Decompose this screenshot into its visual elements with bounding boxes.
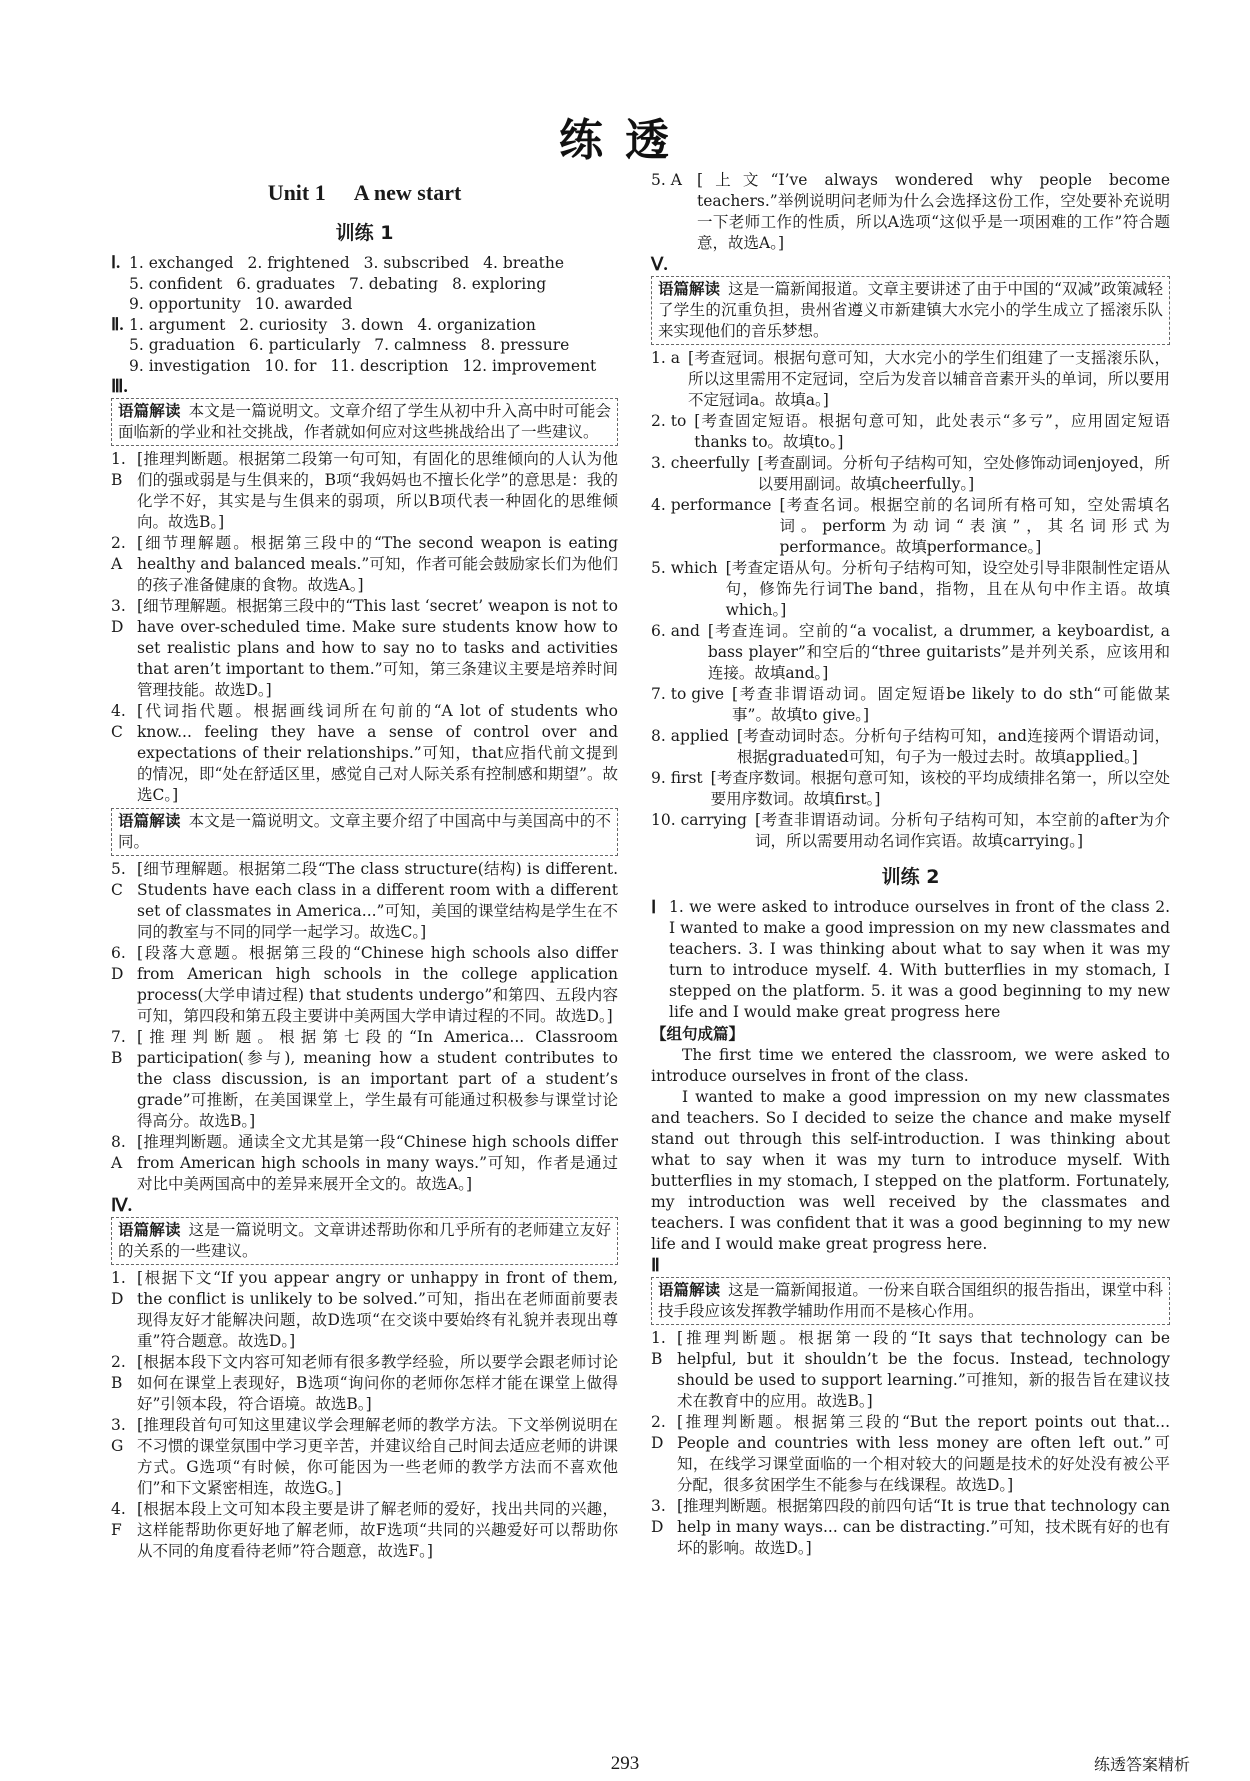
answer-key: 1. a: [651, 349, 680, 367]
answer-key: 2. D: [651, 1413, 666, 1452]
answer-item: [111, 533, 618, 596]
vocab-answer: 2. frightened: [247, 254, 350, 272]
vocab-answer: 11. description: [330, 356, 449, 375]
summary-tag: 语篇解读: [658, 280, 721, 298]
drill-heading: 训练 2: [881, 866, 940, 888]
passage-summary-box: [111, 808, 618, 856]
vocab-answer: 5. graduation: [129, 336, 235, 354]
answer-explanation: [推理判断题。根据第三段的“But the report points out that... People and countries with less money are often left out.”可知，在线学习课堂面临的一个相对较大的问题是技术的好处没有被公平分配，很多贫困学生不能参与在线课程。故选D。]: [677, 1413, 1170, 1494]
section-numeral: Ⅲ.: [111, 376, 128, 396]
answer-item: [111, 1132, 618, 1195]
vocab-answer: 2. curiosity: [239, 315, 328, 334]
summary-text: 本文是一篇说明文。文章主要介绍了中国高中与美国高中的不同。: [118, 812, 611, 851]
answer-item: [651, 726, 1170, 768]
answer-item: [651, 621, 1170, 684]
answer-explanation: [考查连词。空前的“a vocalist, a drummer, a keyboardist, a bass player”和空后的“three guitarists”是并列关系，应该用和连接。故填and。]: [707, 622, 1170, 682]
sentence-answer: 4. With butterflies in my stomach, I stepped on the platform.: [669, 961, 1171, 1000]
sentence-answer: 3. I was thinking about what to say when it was my turn to introduce myself.: [669, 940, 1170, 979]
answer-list: [111, 1268, 618, 1562]
answer-key: 4. performance: [651, 496, 772, 514]
vocab-answer: 8. pressure: [480, 336, 570, 354]
summary-tag: 语篇解读: [658, 1281, 721, 1299]
vocab-list: [129, 253, 618, 315]
summary-tag: 语篇解读: [118, 402, 181, 420]
vocab-answer: 9. investigation: [129, 356, 251, 375]
answer-explanation: [考查定语从句。分析句子结构可知，设空处引导非限制性定语从句，修饰先行词The band，指物，且在从句中作主语。故填which。]: [725, 559, 1170, 619]
answer-explanation: [考查动词时态。分析句子结构可知，and连接两个谓语动词，根据graduated可知，句子为一般过去时。故填applied。]: [736, 727, 1170, 766]
vocab-answer: 9. opportunity: [129, 295, 241, 313]
answer-list: [651, 348, 1170, 852]
section-numeral: Ⅳ.: [111, 1195, 133, 1215]
answer-item: [651, 411, 1170, 453]
vocab-answer: 5. confident: [129, 274, 223, 293]
answer-key: 3. D: [111, 597, 126, 636]
summary-text: 这是一篇说明文。文章讲述帮助你和几乎所有的老师建立友好的关系的一些建议。: [118, 1221, 611, 1260]
drill-heading: 训练 1: [335, 222, 394, 244]
section-numeral: Ⅰ.: [111, 253, 121, 272]
passage-summary-box: [111, 398, 618, 446]
answer-item: [111, 1027, 618, 1132]
answer-item: [651, 768, 1170, 810]
unit-title: [111, 180, 618, 206]
answer-key: 3. D: [651, 1497, 666, 1536]
sentence-answer: 1. we were asked to introduce ourselves in front of the class: [669, 898, 1150, 916]
answer-list: [111, 449, 618, 806]
answer-item: [651, 1328, 1170, 1412]
sentence-answer: 5. it was a good beginning to my new life and I would make great progress here: [669, 982, 1170, 1021]
answer-item: [111, 1352, 618, 1415]
vocab-answer: 4. breathe: [483, 254, 565, 272]
vocab-answer: 6. graduates: [236, 274, 336, 293]
answer-item: [651, 170, 1170, 254]
answer-explanation: [段落大意题。根据第三段的“Chinese high schools also differ from American high schools in the college application process(大学申请过程) that students undergo”和第四、五段内容可知，第四段和第五段主要讲中美两国大学申请过程的不同。故选D。]: [137, 944, 618, 1025]
answer-key: 8. applied: [651, 727, 729, 745]
answer-explanation: [推理判断题。根据第七段的“In America... Classroom participation(参与), meaning how a student contributes to the class discussion, is an important part of a student’s grade”可推断，在美国课堂上，学生最有可能通过积极参与课堂讨论得高分。故选B。]: [137, 1028, 618, 1130]
answer-explanation: [推理判断题。根据第四段的前四句话“It is true that technology can help in many ways... can be distracting.”可知，技术既有好的也有坏的影响。故选D。]: [677, 1497, 1170, 1557]
answer-key: 1. B: [651, 1329, 666, 1368]
section-numeral: Ⅰ: [651, 897, 657, 917]
answer-key: 3. cheerfully: [651, 454, 750, 472]
summary-tag: 语篇解读: [118, 812, 181, 830]
answer-explanation: [细节理解题。根据第三段中的“This last ‘secret’ weapon is not to have over-scheduled time. Make sure students know how to set realistic plans and how to say no to tasks and activities that aren’t important to them.”可知，第三条建议主要是培养时间管理技能。故选D。]: [137, 597, 618, 699]
vocab-answer: 3. subscribed: [363, 254, 470, 272]
answer-item: [651, 1412, 1170, 1496]
page-number: 293: [610, 1753, 640, 1774]
section-numeral: Ⅱ: [651, 1255, 660, 1275]
sentence-list: [651, 897, 1170, 1023]
vocab-answer: 3. down: [341, 315, 404, 334]
answer-key: 5. C: [111, 860, 126, 899]
answer-item: [651, 1496, 1170, 1559]
answer-key: 9. first: [651, 769, 703, 787]
section-numeral: Ⅱ.: [111, 314, 124, 334]
passage-summary-box: [651, 276, 1170, 345]
answer-explanation: [根据本段下文内容可知老师有很多教学经验，所以要学会跟老师讨论如何在课堂上表现好，B选项“询问你的老师你怎样才能在课堂上做得好”引领本段，符合语境。故选B。]: [137, 1353, 618, 1413]
answer-key: 1. D: [111, 1269, 126, 1308]
answer-key: 2. to: [651, 412, 687, 430]
sentence-answer: 2. I wanted to make a good impression on my new classmates and teachers.: [669, 898, 1170, 958]
essay-paragraph: The first time we entered the classroom, we were asked to introduce ourselves in front of the class.: [651, 1046, 1170, 1085]
vocab-section-2: [111, 315, 618, 377]
answer-explanation: [考查副词。分析句子结构可知，空处修饰动词enjoyed，所以要用副词。故填cheerfully。]: [757, 454, 1170, 493]
right-column: [651, 170, 1170, 1559]
answer-key: 7. to give: [651, 685, 725, 703]
answer-key: 3. G: [111, 1416, 126, 1455]
answer-explanation: [根据本段上文可知本段主要是讲了解老师的爱好，找出共同的兴趣，这样能帮助你更好地了解老师，故F选项“共同的兴趣爱好可以帮助你从不同的角度看待老师”符合题意，故选F。]: [137, 1500, 618, 1560]
answer-explanation: [考查冠词。根据句意可知，大水完小的学生们组建了一支摇滚乐队，所以这里需用不定冠词，空后为发音以辅音音素开头的单词，所以要用不定冠词a。故填a。]: [687, 349, 1170, 409]
left-column: [111, 170, 618, 1562]
unit-label: Unit 1: [267, 180, 326, 205]
section-numeral: Ⅴ.: [651, 254, 668, 274]
vocab-answer: 8. exploring: [452, 274, 547, 293]
footer-tag: 练透答案精析: [1093, 1755, 1190, 1774]
answer-key: 6. D: [111, 944, 126, 983]
page-title: 练透: [559, 115, 691, 166]
vocab-answer: 7. calmness: [374, 336, 467, 354]
answer-item: [651, 684, 1170, 726]
answer-explanation: [考查序数词。根据句意可知，该校的平均成绩排名第一，所以空处要用序数词。故填first。]: [710, 769, 1170, 808]
answer-explanation: [根据下文“If you appear angry or unhappy in front of them, the conflict is unlikely to be solved.”可知，指出在老师面前要表现得友好才能解决问题，故D选项“在交谈中要始终有礼貌并表现出尊重”符合题意。故选D。]: [137, 1269, 618, 1350]
answer-explanation: [推理判断题。根据第二段第一句可知，有固化的思维倾向的人认为他们的强或弱是与生俱来的，B项“我妈妈也不擅长化学”的意思是：我的化学不好，其实是与生俱来的弱项，所以B项代表一种固化的思维倾向。故选B。]: [137, 450, 618, 531]
answer-key: 2. A: [111, 534, 126, 573]
answer-explanation: [考查非谓语动词。分析句子结构可知，本空前的after为介词，所以需要用动名词作宾语。故填carrying。]: [754, 811, 1170, 850]
answer-explanation: [代词指代题。根据画线词所在句前的“A lot of students who know... feeling they have a sense of control over and expectations of their relationships.”可知，that应指代前文提到的情况，即“处在舒适区里，感觉自己对人际关系有控制感和期望”。故选C。]: [137, 702, 618, 804]
vocab-list: [129, 315, 618, 377]
summary-text: 本文是一篇说明文。文章介绍了学生从初中升入高中时可能会面临新的学业和社交挑战，作者就如何应对这些挑战给出了一些建议。: [118, 402, 611, 441]
answer-explanation: [上文“I’ve always wondered why people become teachers.”举例说明问老师为什么会选择这份工作，空处要补充说明一下老师工作的性质，所以A选项“这似乎是一项困难的工作”符合题意，故选A。]: [697, 171, 1170, 252]
answer-key: 4. F: [111, 1500, 126, 1539]
answer-list: [111, 859, 618, 1195]
vocab-section-1: [111, 253, 618, 315]
answer-item: [651, 558, 1170, 621]
answer-key: 5. A: [651, 171, 682, 189]
answer-key: 4. C: [111, 702, 126, 741]
answer-explanation: [考查名词。根据空前的名词所有格可知，空处需填名词。perform为动词“表演”，其名词形式为performance。故填performance。]: [779, 496, 1170, 556]
answer-explanation: [考查非谓语动词。固定短语be likely to do sth“可能做某事”。故填to give。]: [732, 685, 1170, 724]
vocab-answer: 10. for: [264, 356, 317, 375]
vocab-answer: 12. improvement: [462, 356, 597, 375]
passage-summary-box: [651, 1277, 1170, 1325]
answer-item: [111, 943, 618, 1027]
answer-key: 8. A: [111, 1133, 126, 1172]
answer-list: [651, 1328, 1170, 1559]
answer-key: 5. which: [651, 559, 718, 577]
answer-explanation: [推理段首句可知这里建议学会理解老师的教学方法。下文举例说明在不习惯的课堂氛围中学习更辛苦，并建议给自己时间去适应老师的讲课方式。G选项“有时候，你可能因为一些老师的教学方法而不喜欢他们”和下文紧密相连，故选G。]: [137, 1416, 618, 1497]
answer-explanation: [考查固定短语。根据句意可知，此处表示“多亏”，应用固定短语thanks to。故填to。]: [694, 412, 1170, 451]
vocab-answer: 7. debating: [349, 274, 439, 293]
answer-key: 1. B: [111, 450, 126, 489]
answer-item: [111, 1415, 618, 1499]
compose-heading: 【组句成篇】: [651, 1025, 745, 1043]
vocab-answer: 4. organization: [417, 315, 536, 334]
answer-item: [111, 596, 618, 701]
answer-item: [651, 810, 1170, 852]
answer-explanation: [推理判断题。通读全文尤其是第一段“Chinese high schools differ from American high schools in many ways.”可知，作者是通过对比中美两国高中的差异来展开全文的。故选A。]: [137, 1133, 618, 1193]
answer-item: [111, 1268, 618, 1352]
summary-text: 这是一篇新闻报道。文章主要讲述了由于中国的“双减”政策减轻了学生的沉重负担，贵州省遵义市新建镇大水完小的学生成立了摇滚乐队来实现他们的音乐梦想。: [658, 280, 1163, 340]
answer-explanation: [推理判断题。根据第一段的“It says that technology can be helpful, but it shouldn’t be the focus. Instead, technology should be used to support learning.”可推知，新的报告旨在建议技术在教育中的应用。故选B。]: [677, 1329, 1170, 1410]
answer-explanation: [细节理解题。根据第三段中的“The second weapon is eating healthy and balanced meals.”可知，作者可能会鼓励家长们为他们的孩子准备健康的食物。故选A。]: [137, 534, 618, 594]
answer-item: [111, 1499, 618, 1562]
answer-item: [111, 449, 618, 533]
essay-paragraph: I wanted to make a good impression on my new classmates and teachers. So I decided to seize the chance and make myself stand out through this self-introduction. I was thinking about what to say when it was my turn to introduce myself. With butterflies in my stomach, I stepped on the platform. Fortunately, my introduction was well received by the classmates and teachers. I was confident that it was a good beginning to my new life and I would make great progress here.: [651, 1088, 1170, 1253]
answer-key: 7. B: [111, 1028, 126, 1067]
answer-item: [111, 859, 618, 943]
answer-item: [111, 701, 618, 806]
summary-tag: 语篇解读: [118, 1221, 181, 1239]
answer-explanation: [细节理解题。根据第二段“The class structure(结构) is different. Students have each class in a different room with a different set of classmates in America...”可知，美国的课堂结构是学生在不同的教室与不同的同学一起学习。故选C。]: [137, 860, 618, 941]
vocab-answer: 6. particularly: [248, 336, 361, 354]
answer-key: 2. B: [111, 1353, 126, 1392]
answer-item: [651, 348, 1170, 411]
unit-name: A new start: [353, 180, 462, 205]
answer-key: 10. carrying: [651, 811, 747, 829]
vocab-answer: 10. awarded: [254, 295, 353, 313]
summary-text: 这是一篇新闻报道。一份来自联合国组织的报告指出，课堂中科技手段应该发挥教学辅助作用而不是核心作用。: [658, 1281, 1163, 1320]
answer-item: [651, 453, 1170, 495]
answer-key: 6. and: [651, 622, 700, 640]
vocab-answer: 1. exchanged: [129, 254, 234, 272]
vocab-answer: 1. argument: [129, 315, 226, 334]
answer-item: [651, 495, 1170, 558]
passage-summary-box: [111, 1217, 618, 1265]
